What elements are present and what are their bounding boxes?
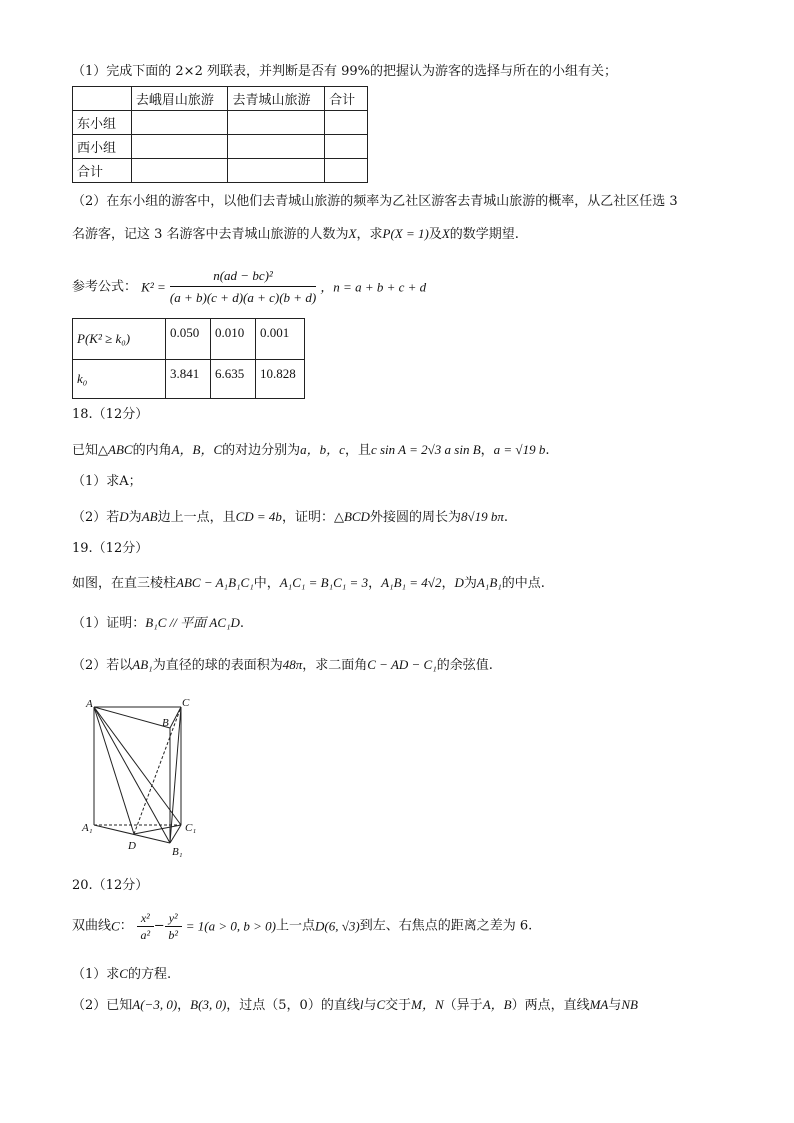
table-row — [73, 135, 368, 159]
table-header-qingcheng: 去青城山旅游 — [228, 87, 325, 111]
q18-part1: （1）求A； — [72, 474, 142, 489]
q19-part1: （1）证明：B₁C // 平面 AC₁D. — [72, 615, 245, 631]
q17-part2-line2: 名游客，记这 3 名游客中去青城山旅游的人数为X，求P(X = 1)及X的数学期望. — [72, 226, 519, 242]
label-C: C — [182, 697, 190, 709]
prism-figure — [78, 695, 208, 860]
table-header-total: 合计 — [325, 87, 368, 111]
ref-cell: 0.001 — [256, 319, 305, 360]
critical-value-table — [72, 318, 305, 399]
q20-part2: （2）已知A(−3, 0)，B(3, 0)，过点（5，0）的直线l与C交于M，N（异于A，B）两点，直线MA与NB — [72, 997, 639, 1013]
segment-DC1 — [134, 825, 181, 834]
table-row — [73, 111, 368, 135]
ref-cell: 3.841 — [166, 360, 211, 399]
contingency-table — [72, 86, 368, 183]
ref-cell: 0.010 — [211, 319, 256, 360]
q18-stem: 已知△ABC的内角A，B，C的对边分别为a，b，c，且c sin A = 2√3 a sin B，a = √19 b. — [72, 442, 550, 458]
q20-stem: 双曲线C： $\frac{\text{x²}}{\text{a²}}$ − $\frac{\text{y²}}{\text{b²}}$ = 1(a > 0, b > 0)上一点D(6, √3)到左、右焦点的距离之差为 6. — [72, 911, 533, 942]
q19-part2: （2）若以AB₁为直径的球的表面积为48π，求二面角C − AD − C₁的余弦值. — [72, 657, 493, 673]
table-header-blank — [73, 87, 132, 111]
label-D: D — [128, 840, 136, 852]
q18-part2: （2）若D为AB边上一点，且CD = 4b，证明：△BCD外接圆的周长为8√19 bπ. — [72, 509, 508, 525]
ref-cell: 10.828 — [256, 360, 305, 399]
segment-AD — [94, 707, 134, 834]
table-row-label: 西小组 — [73, 135, 132, 159]
table-row-label: 东小组 — [73, 111, 132, 135]
table-header-emei: 去峨眉山旅游 — [131, 87, 228, 111]
ref-cell: 0.050 — [166, 319, 211, 360]
q18-header: 18.（12分） — [72, 407, 149, 422]
ref-row2-label: k₀ — [73, 360, 166, 399]
ref-row1-label: P(K² ≥ k₀) — [73, 319, 166, 360]
q20-part1: （1）求C的方程. — [72, 966, 172, 982]
table-row-label: 合计 — [73, 159, 132, 183]
table-row — [73, 159, 368, 183]
label-B: B — [162, 717, 169, 729]
q19-header: 19.（12分） — [72, 541, 149, 556]
label-C1: C₁ — [185, 822, 197, 834]
reference-formula: 参考公式： K² = $\frac{\text{n(ad − bc)²}}{(a + b)(c + d)(a + c)(b + d)}$ ，n = a + b + c + d — [72, 268, 427, 305]
label-A1: A₁ — [82, 822, 93, 834]
label-A: A — [86, 698, 93, 710]
q17-part2-line1: （2）在东小组的游客中，以他们去青城山旅游的频率为乙社区游客去青城山旅游的概率，从乙社区任选 3 — [72, 194, 678, 209]
edge-AB — [94, 707, 170, 728]
ref-cell: 6.635 — [211, 360, 256, 399]
q17-part1: （1）完成下面的 2×2 列联表，并判断是否有 99%的把握认为游客的选择与所在的小组有关； — [72, 64, 617, 79]
label-B1: B₁ — [172, 846, 183, 858]
q20-header: 20.（12分） — [72, 878, 149, 893]
segment-AB1 — [94, 707, 170, 843]
q19-stem: 如图，在直三棱柱ABC − A₁B₁C₁中，A₁C₁ = B₁C₁ = 3，A₁B₁ = 4√2，D为A₁B₁的中点. — [72, 575, 545, 591]
